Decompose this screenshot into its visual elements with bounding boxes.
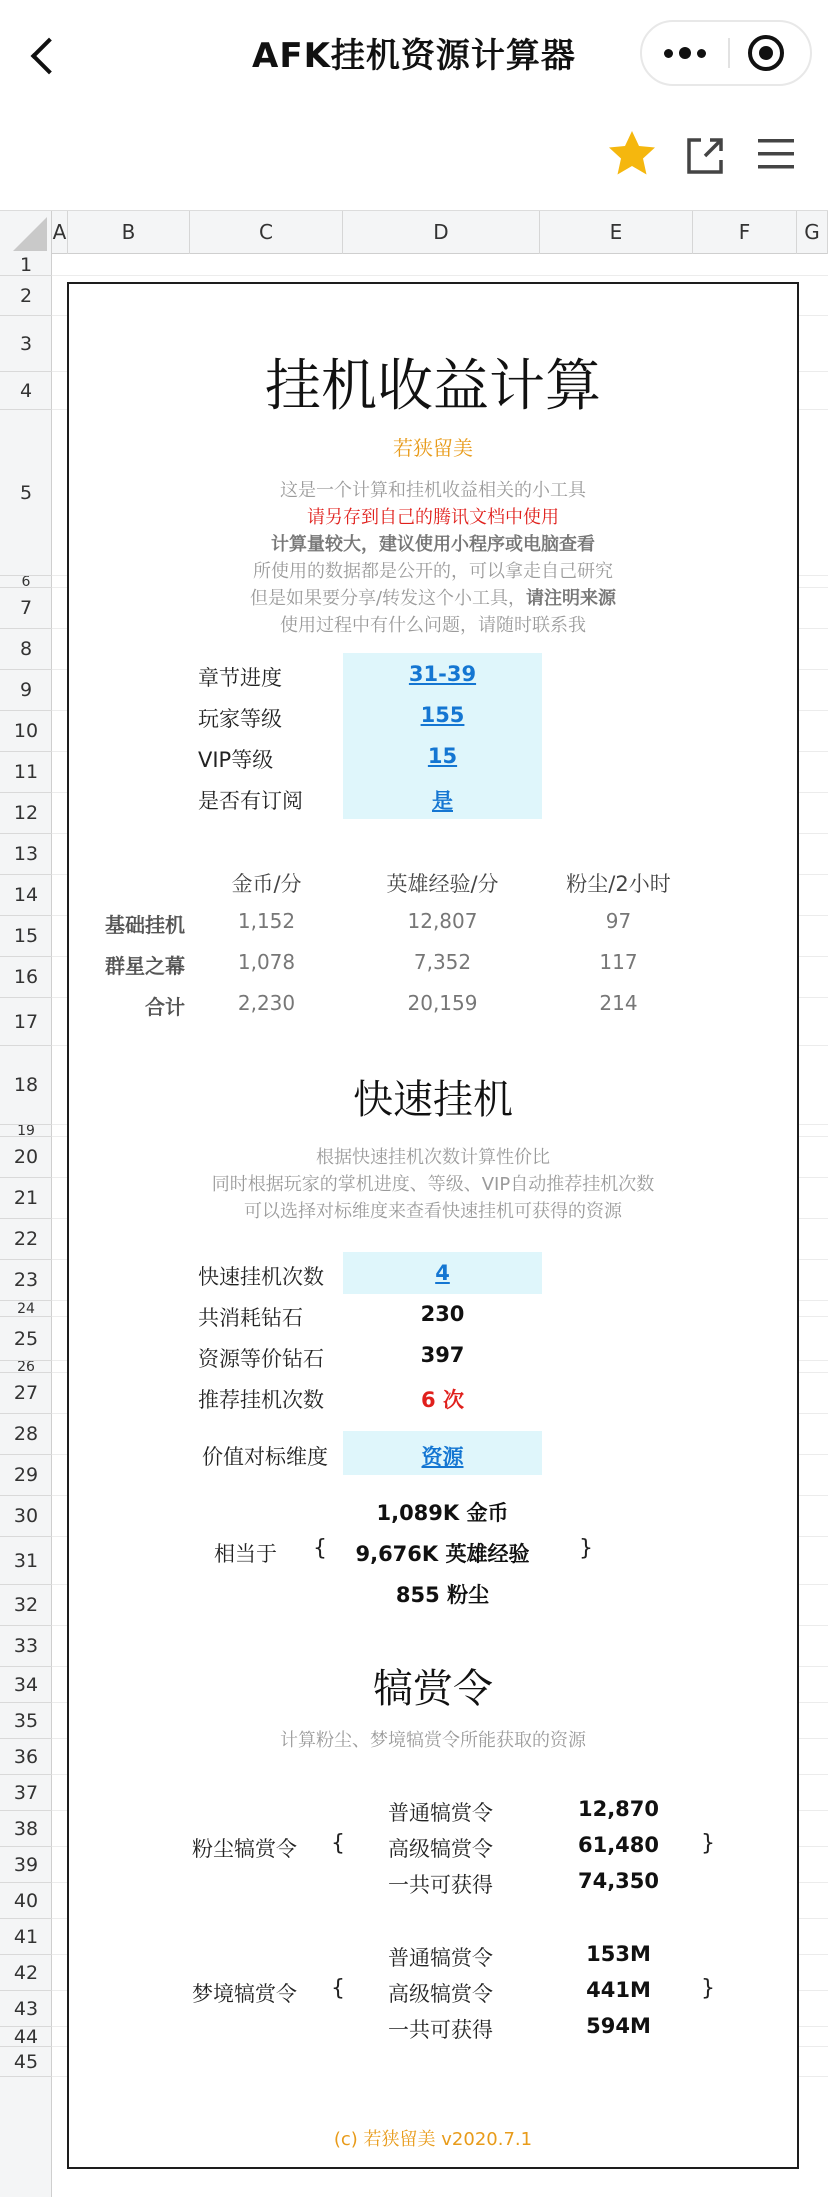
dream-normal-value: 153M	[586, 1942, 651, 1966]
equiv-diamond-value: 397	[420, 1343, 465, 1367]
brace-open: {	[313, 1536, 327, 1561]
row-header-18[interactable]: 18	[0, 1046, 52, 1125]
row-header-25[interactable]: 25	[0, 1317, 52, 1361]
more-dots-icon[interactable]	[642, 22, 728, 84]
brace-open: {	[331, 1976, 345, 2001]
row-header-32[interactable]: 32	[0, 1585, 52, 1626]
row-header-10[interactable]: 10	[0, 711, 52, 752]
row-header-24[interactable]: 24	[0, 1301, 52, 1317]
gridline	[52, 275, 828, 276]
intro-line-5-bold: 请注明来源	[526, 588, 617, 609]
resource-dust: 855 粉尘	[395, 1583, 490, 1607]
row-header-3[interactable]: 3	[0, 316, 52, 372]
row-header-23[interactable]: 23	[0, 1260, 52, 1301]
input-label-level: 玩家等级	[198, 707, 282, 731]
col-header-b[interactable]: B	[68, 211, 190, 254]
author-name: 若狭留美	[393, 436, 473, 460]
select-all-corner[interactable]	[0, 211, 52, 255]
col-header-a[interactable]: A	[52, 211, 68, 254]
row-header-9[interactable]: 9	[0, 670, 52, 711]
menu-icon[interactable]	[756, 136, 796, 172]
fast-desc-line-1: 根据快速挂机次数计算性价比	[316, 1147, 550, 1168]
row-header-19[interactable]: 19	[0, 1125, 52, 1137]
diamond-cost-label: 共消耗钻石	[198, 1306, 303, 1330]
dream-total-value: 594M	[586, 2014, 651, 2038]
intro-line-3: 计算量较大，建议使用小程序或电脑查看	[271, 534, 595, 555]
row-header-33[interactable]: 33	[0, 1626, 52, 1667]
intro-line-4: 所使用的数据都是公开的，可以拿走自己研究	[253, 561, 613, 582]
dust-total-label: 一共可获得	[388, 1873, 493, 1897]
fast-desc-line-3: 可以选择对标维度来查看快速挂机可获得的资源	[244, 1201, 622, 1222]
dream-premium-value: 441M	[586, 1978, 651, 2002]
row-header-11[interactable]: 11	[0, 752, 52, 793]
col-header-g[interactable]: G	[797, 211, 828, 254]
dust-premium-value: 61,480	[577, 1833, 660, 1857]
row-header-39[interactable]: 39	[0, 1847, 52, 1883]
vip-level-input[interactable]: 15	[427, 744, 458, 768]
row-header-13[interactable]: 13	[0, 834, 52, 875]
row-header-2[interactable]: 2	[0, 276, 52, 316]
chapter-progress-input[interactable]: 31-39	[408, 662, 477, 686]
content-card	[67, 282, 799, 2169]
row-header-5[interactable]: 5	[0, 410, 52, 576]
row-header	[0, 254, 52, 2197]
row-header-41[interactable]: 41	[0, 1919, 52, 1955]
bounty-title: 犒赏令	[373, 1666, 493, 1712]
row-header-12[interactable]: 12	[0, 793, 52, 834]
dimension-select[interactable]: 资源	[421, 1445, 464, 1469]
row-header-4[interactable]: 4	[0, 372, 52, 410]
row-header-26[interactable]: 26	[0, 1361, 52, 1373]
row-header-14[interactable]: 14	[0, 875, 52, 916]
input-label-vip: VIP等级	[198, 748, 274, 772]
col-header-d[interactable]: D	[343, 211, 540, 254]
col-header-f[interactable]: F	[693, 211, 797, 254]
miniprogram-capsule	[640, 20, 812, 86]
table-cell: 7,352	[413, 950, 472, 974]
diamond-cost-value: 230	[420, 1302, 465, 1326]
row-header-36[interactable]: 36	[0, 1739, 52, 1775]
row-header-37[interactable]: 37	[0, 1775, 52, 1811]
dimension-label: 价值对标维度	[202, 1445, 328, 1469]
table-cell: 12,807	[407, 909, 478, 933]
dream-total-label: 一共可获得	[388, 2018, 493, 2042]
row-header-42[interactable]: 42	[0, 1955, 52, 1991]
row-header-40[interactable]: 40	[0, 1883, 52, 1919]
row-header-8[interactable]: 8	[0, 629, 52, 670]
player-level-input[interactable]: 155	[420, 703, 465, 727]
main-title: 挂机收益计算	[265, 354, 601, 419]
table-cell: 1,152	[237, 909, 296, 933]
dust-normal-value: 12,870	[577, 1797, 660, 1821]
resource-exp: 9,676K 英雄经验	[355, 1542, 530, 1566]
row-header-6[interactable]: 6	[0, 576, 52, 588]
nav-bar	[0, 0, 828, 108]
dust-premium-label: 高级犒赏令	[388, 1837, 493, 1861]
row-header-20[interactable]: 20	[0, 1137, 52, 1178]
brace-close: }	[701, 1976, 715, 2001]
row-header-27[interactable]: 27	[0, 1373, 52, 1414]
table-cell: 1,078	[237, 950, 296, 974]
col-header-c[interactable]: C	[190, 211, 343, 254]
table-row-label: 合计	[145, 995, 185, 1019]
table-header-gold: 金币/分	[231, 872, 302, 896]
table-cell: 214	[599, 991, 638, 1015]
subscription-input[interactable]: 是	[432, 789, 453, 813]
row-header-29[interactable]: 29	[0, 1455, 52, 1496]
intro-line-6: 使用过程中有什么问题，请随时联系我	[280, 615, 586, 636]
dust-normal-label: 普通犒赏令	[388, 1801, 493, 1825]
equal-label: 相当于	[214, 1542, 277, 1566]
row-header-38[interactable]: 38	[0, 1811, 52, 1847]
table-row-label: 基础挂机	[105, 913, 185, 937]
table-cell: 117	[599, 950, 638, 974]
fast-desc-line-2: 同时根据玩家的掌机进度、等级、VIP自动推荐挂机次数	[211, 1174, 655, 1195]
table-header-dust: 粉尘/2小时	[566, 872, 671, 896]
table-header-exp: 英雄经验/分	[386, 872, 499, 896]
dream-normal-label: 普通犒赏令	[388, 1946, 493, 1970]
fast-count-input[interactable]: 4	[435, 1261, 450, 1285]
row-header-30[interactable]: 30	[0, 1496, 52, 1537]
row-header-15[interactable]: 15	[0, 916, 52, 957]
dream-premium-label: 高级犒赏令	[388, 1982, 493, 2006]
page-title: AFK挂机资源计算器	[252, 36, 576, 76]
brace-open: {	[331, 1831, 345, 1856]
brace-close: }	[579, 1536, 593, 1561]
dust-total-value: 74,350	[577, 1869, 660, 1893]
col-header-e[interactable]: E	[540, 211, 693, 254]
row-header-17[interactable]: 17	[0, 998, 52, 1046]
fast-hangup-title: 快速挂机	[353, 1077, 513, 1123]
row-header-16[interactable]: 16	[0, 957, 52, 998]
star-icon[interactable]	[606, 128, 658, 180]
equiv-diamond-label: 资源等价钻石	[198, 1347, 324, 1371]
table-cell: 97	[605, 909, 632, 933]
close-circle-icon[interactable]	[748, 35, 784, 71]
capsule-divider	[728, 38, 730, 68]
bounty-desc: 计算粉尘、梦境犒赏令所能获取的资源	[280, 1730, 586, 1751]
table-row-label: 群星之幕	[105, 954, 185, 978]
resource-gold: 1,089K 金币	[376, 1501, 509, 1525]
dust-bounty-label: 粉尘犒赏令	[192, 1837, 297, 1861]
intro-line-5-text: 但是如果要分享/转发这个小工具，	[249, 588, 527, 609]
row-header-1[interactable]: 1	[0, 254, 52, 276]
share-icon[interactable]	[683, 134, 727, 178]
row-header-44[interactable]: 44	[0, 2027, 52, 2047]
intro-line-2: 请另存到自己的腾讯文档中使用	[307, 507, 559, 528]
row-header-7[interactable]: 7	[0, 588, 52, 629]
row-header-34[interactable]: 34	[0, 1667, 52, 1703]
recommend-count-value: 6 次	[421, 1388, 464, 1412]
row-header-31[interactable]: 31	[0, 1537, 52, 1585]
input-label-subscription: 是否有订阅	[198, 789, 303, 813]
row-header-35[interactable]: 35	[0, 1703, 52, 1739]
doc-toolbar	[0, 108, 828, 210]
column-header	[0, 210, 828, 254]
intro-line-5	[69, 584, 797, 610]
fast-count-label: 快速挂机次数	[198, 1265, 324, 1289]
footer-copyright: (c) 若狭留美 v2020.7.1	[333, 2129, 533, 2150]
input-label-chapter: 章节进度	[198, 666, 282, 690]
intro-line-1: 这是一个计算和挂机收益相关的小工具	[280, 480, 586, 501]
row-header-28[interactable]: 28	[0, 1414, 52, 1455]
row-header-45[interactable]: 45	[0, 2047, 52, 2077]
row-header-21[interactable]: 21	[0, 1178, 52, 1219]
row-header-22[interactable]: 22	[0, 1219, 52, 1260]
table-cell: 20,159	[407, 991, 478, 1015]
table-cell: 2,230	[237, 991, 296, 1015]
row-header-43[interactable]: 43	[0, 1991, 52, 2027]
recommend-count-label: 推荐挂机次数	[198, 1388, 324, 1412]
brace-close: }	[701, 1831, 715, 1856]
dream-bounty-label: 梦境犒赏令	[192, 1982, 297, 2006]
